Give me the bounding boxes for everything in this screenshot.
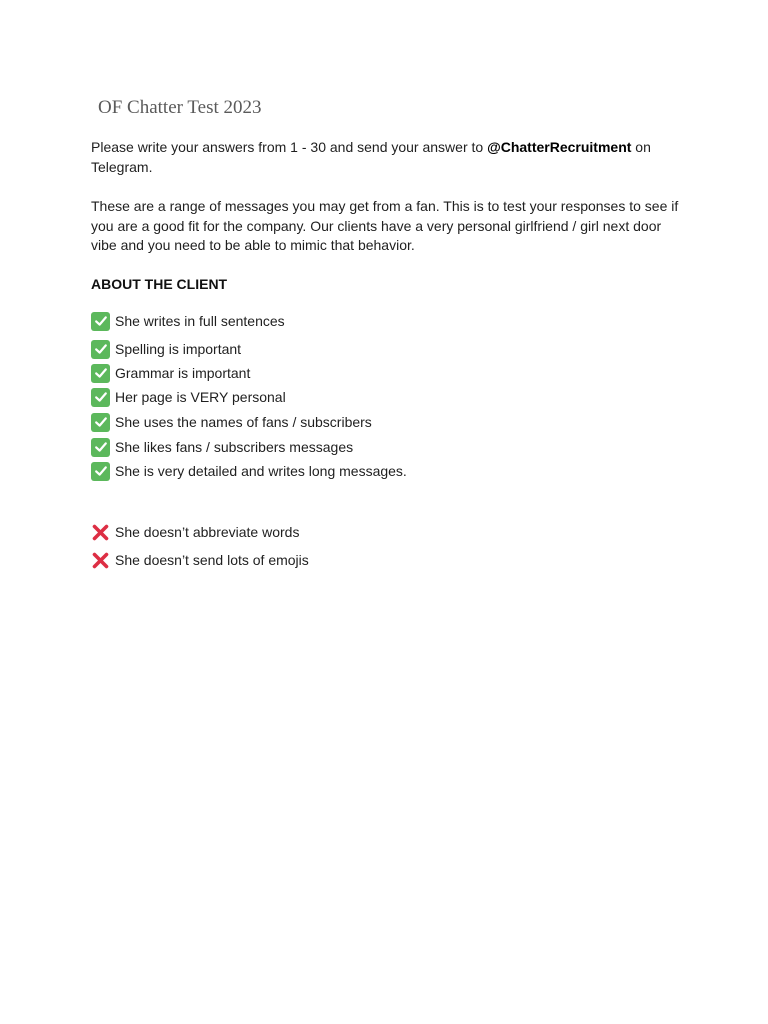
dont-item-text: She doesn’t send lots of emojis xyxy=(115,552,309,568)
do-item xyxy=(91,437,353,457)
page-title: OF Chatter Test 2023 xyxy=(98,97,262,118)
intro-paragraph xyxy=(91,138,681,177)
do-item xyxy=(91,311,285,331)
description-paragraph: These are a range of messages you may get from a fan. This is to test your responses to see if you are a good fit for the company. Our clients have a very personal girlfriend / girl next door vibe and you need to be able to mimic that behavior. xyxy=(91,198,679,254)
dont-item xyxy=(91,550,309,570)
intro-text: Please write your answers from 1 - 30 and send your answer to xyxy=(91,139,488,155)
do-item xyxy=(91,363,250,383)
do-item-text: Her page is VERY personal xyxy=(115,389,286,405)
section-heading: ABOUT THE CLIENT xyxy=(91,276,228,292)
do-item-text: She uses the names of fans / subscribers xyxy=(115,414,372,430)
cross-icon xyxy=(91,551,110,570)
intro-text-end: on Telegram. xyxy=(91,139,651,175)
do-item-text: She is very detailed and writes long messages. xyxy=(115,463,407,479)
telegram-handle: @ChatterRecruitment xyxy=(487,139,632,155)
do-item-text: Spelling is important xyxy=(115,341,242,357)
do-item-text: She likes fans / subscribers messages xyxy=(115,439,354,455)
check-icon xyxy=(91,413,110,432)
cross-icon xyxy=(91,523,110,542)
check-icon xyxy=(91,388,110,407)
do-item-text: She writes in full sentences xyxy=(115,313,285,329)
check-icon xyxy=(91,364,110,383)
check-icon xyxy=(91,462,110,481)
do-item xyxy=(91,461,407,481)
do-item xyxy=(91,339,241,359)
dont-item xyxy=(91,522,299,542)
check-icon xyxy=(91,312,110,331)
do-item xyxy=(91,412,372,432)
check-icon xyxy=(91,438,110,457)
check-icon xyxy=(91,340,110,359)
dont-item-text: She doesn’t abbreviate words xyxy=(115,524,300,540)
do-item xyxy=(91,387,286,407)
do-item-text: Grammar is important xyxy=(115,365,251,381)
